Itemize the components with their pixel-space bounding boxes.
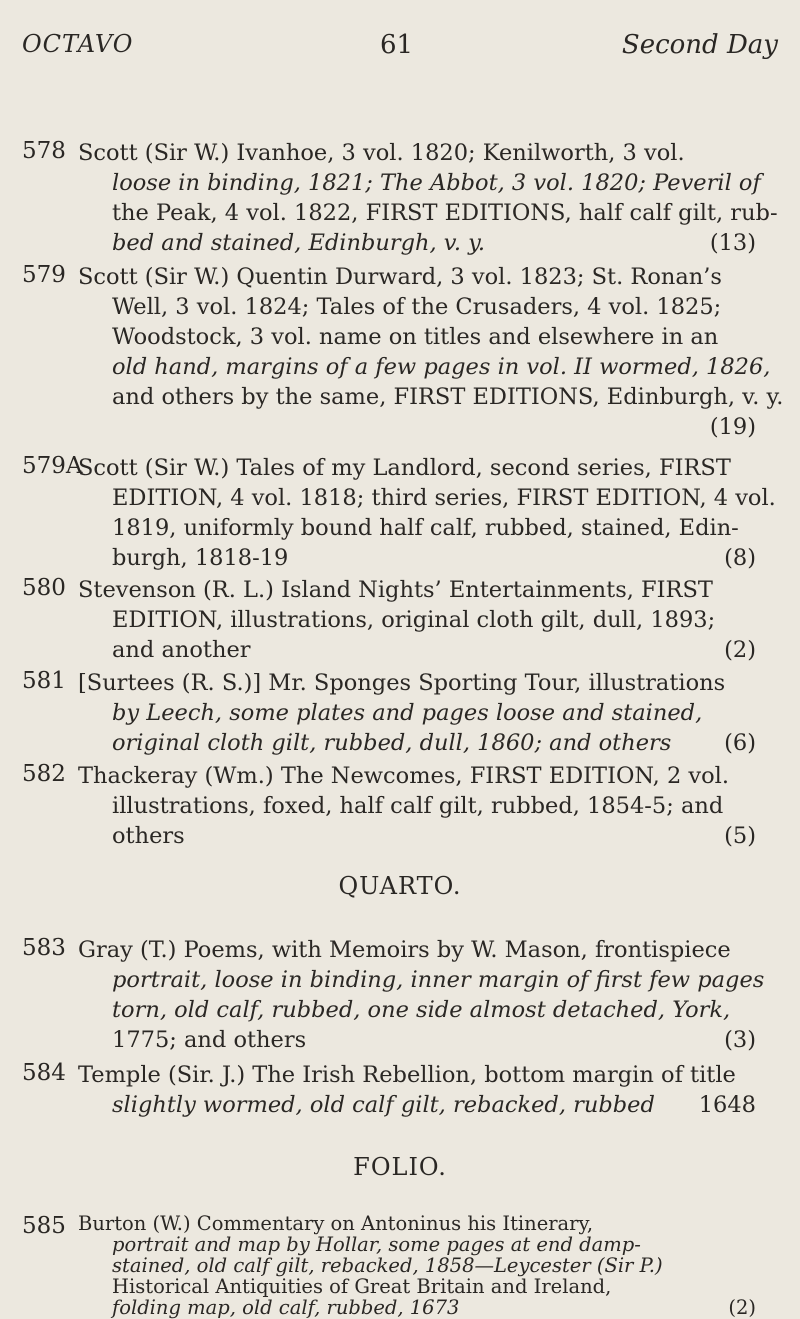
lot-price: 1648: [698, 1092, 756, 1118]
lot-price: (2): [728, 1296, 756, 1319]
lot-line: Stevenson (R. L.) Island Nights’ Entertainments, FIRST: [78, 577, 713, 603]
lot-price-line: [78, 412, 778, 442]
lot-line: and others by the same, FIRST EDITIONS, Edinburgh, v. y.: [112, 384, 784, 410]
lot-line: loose in binding, 1821; The Abbot, 3 vol. 1820; Peveril of: [112, 170, 761, 196]
lot-line: Historical Antiquities of Great Britain and Ireland,: [112, 1275, 612, 1298]
lot-number: 585: [22, 1213, 66, 1239]
lot-number: 582: [22, 761, 66, 787]
lot-line: [78, 1025, 778, 1055]
lot-line: [Surtees (R. S.)] Mr. Sponges Sporting Tour, illustrations: [78, 670, 726, 696]
lot-price: (5): [724, 823, 756, 849]
lot-number: 578: [22, 138, 66, 164]
lot-description: [78, 575, 778, 665]
lot-line-text: folding map, old calf, rubbed, 1673: [112, 1296, 460, 1319]
lot-line: Gray (T.) Poems, with Memoirs by W. Mason, frontispiece: [78, 937, 731, 963]
lot-line-text: slightly wormed, old calf gilt, rebacked, rubbed: [112, 1092, 655, 1118]
lot-line: 1819, uniformly bound half calf, rubbed, stained, Edin-: [112, 515, 739, 541]
lot-description: [78, 935, 778, 1055]
lot-line: [78, 1090, 778, 1120]
lot-line: Scott (Sir W.) Tales of my Landlord, second series, FIRST: [78, 455, 731, 481]
lot-line: stained, old calf gilt, rebacked, 1858—Leycester (Sir P.): [112, 1254, 663, 1277]
header-format: OCTAVO: [22, 30, 134, 58]
section-heading-quarto: QUARTO.: [338, 872, 462, 900]
lot-line: [78, 635, 778, 665]
lot-price: (8): [724, 545, 756, 571]
lot-line: [78, 228, 778, 258]
lot-price: (13): [709, 230, 756, 256]
lot-number: 579A: [22, 453, 83, 479]
section-heading-folio: FOLIO.: [353, 1153, 447, 1181]
lot-line-text: and another: [112, 637, 251, 663]
lot-line: [78, 821, 778, 851]
lot-number: 579: [22, 262, 66, 288]
lot-line: [78, 728, 778, 758]
lot-line: Scott (Sir W.) Quentin Durward, 3 vol. 1823; St. Ronan’s: [78, 264, 722, 290]
lot-line-text: 1775; and others: [112, 1027, 307, 1053]
header-sale-day: Second Day: [621, 30, 778, 60]
lot-price: (2): [724, 637, 756, 663]
lot-line: Burton (W.) Commentary on Antoninus his Itinerary,: [78, 1212, 594, 1235]
lot-price: (3): [724, 1027, 756, 1053]
lot-line: old hand, margins of a few pages in vol. II wormed, 1826,: [112, 354, 771, 380]
lot-number: 581: [22, 668, 66, 694]
lot-line: Well, 3 vol. 1824; Tales of the Crusaders, 4 vol. 1825;: [112, 294, 722, 320]
lot-line: Woodstock, 3 vol. name on titles and elsewhere in an: [112, 324, 719, 350]
lot-line: portrait and map by Hollar, some pages at end damp-: [112, 1233, 641, 1256]
lot-description: [78, 262, 784, 442]
lot-line: [78, 1297, 778, 1318]
lot-description: [78, 1060, 778, 1120]
lot-description: [78, 761, 778, 851]
lot-number: 584: [22, 1060, 66, 1086]
lot-line: Temple (Sir. J.) The Irish Rebellion, bottom margin of title: [78, 1062, 736, 1088]
lot-line-text: bed and stained, Edinburgh, v. y.: [112, 230, 486, 256]
lot-line: EDITION, illustrations, original cloth gilt, dull, 1893;: [112, 607, 716, 633]
lot-description: [78, 453, 778, 573]
lot-description: [78, 668, 778, 758]
lot-price: (6): [724, 730, 756, 756]
lot-line: portrait, loose in binding, inner margin of first few pages: [112, 967, 765, 993]
lot-line: Thackeray (Wm.) The Newcomes, FIRST EDITION, 2 vol.: [78, 763, 730, 789]
lot-line: [78, 543, 778, 573]
page-header: [0, 30, 800, 70]
lot-line: by Leech, some plates and pages loose and stained,: [112, 700, 703, 726]
lot-line: EDITION, 4 vol. 1818; third series, FIRST EDITION, 4 vol.: [112, 485, 776, 511]
lot-price: (19): [709, 414, 756, 440]
lot-line: torn, old calf, rubbed, one side almost detached, York,: [112, 997, 731, 1023]
lot-line-text: burgh, 1818-19: [112, 545, 289, 571]
lot-number: 583: [22, 935, 66, 961]
lot-description: [78, 1213, 778, 1318]
lot-line-text: others: [112, 823, 185, 849]
lot-number: 580: [22, 575, 66, 601]
lot-line: the Peak, 4 vol. 1822, FIRST EDITIONS, half calf gilt, rub-: [112, 200, 778, 226]
lot-line: Scott (Sir W.) Ivanhoe, 3 vol. 1820; Kenilworth, 3 vol.: [78, 140, 685, 166]
lot-description: [78, 138, 778, 258]
lot-line-text: original cloth gilt, rubbed, dull, 1860; and others: [112, 730, 672, 756]
lot-line: illustrations, foxed, half calf gilt, rubbed, 1854-5; and: [112, 793, 724, 819]
page-number: 61: [380, 30, 414, 60]
